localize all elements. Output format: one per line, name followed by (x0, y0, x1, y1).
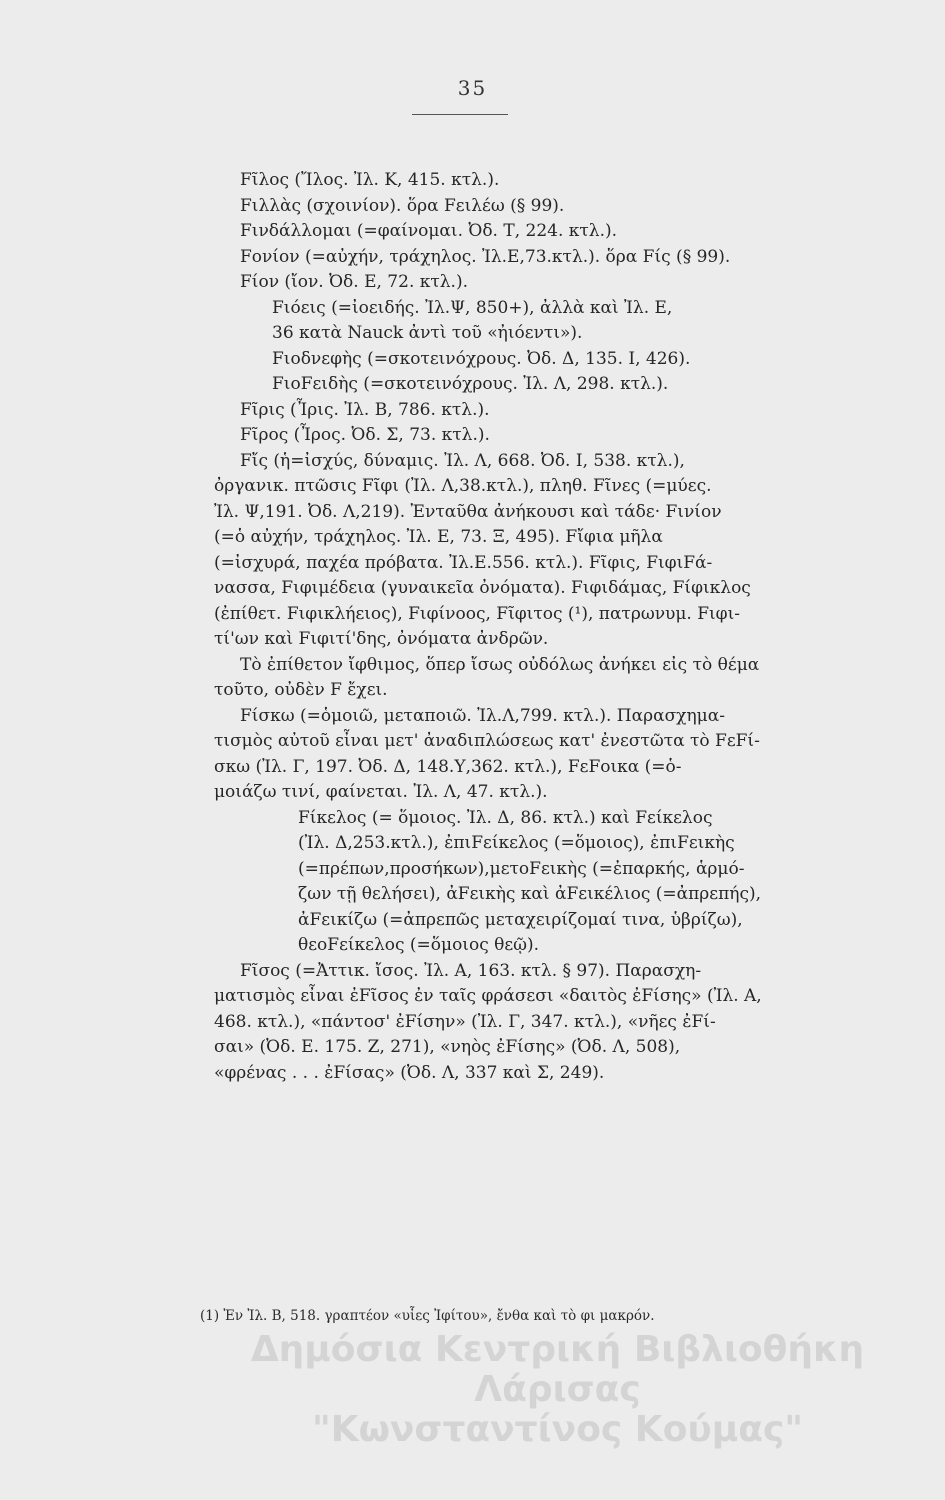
text-line: Fῖρος (Ἶρος. Ὀδ. Σ, 73. κτλ.). (240, 425, 490, 445)
text-line: ἀFεικίζω (=ἀπρεπῶς μεταχειρίζομαί τινα, ὑβρίζω), (298, 909, 743, 930)
text-line: νασσα, Fιφιμέδεια (γυναικεῖα ὀνόματα). Fιφιδάμας, Fίφικλος (214, 578, 751, 598)
text-line: σαι» (Ὀδ. Ε. 175. Ζ, 271), «νηὸς ἐFίσης» (Ὀδ. Λ, 508), (214, 1037, 681, 1057)
text-line: Fἴς (ἡ=ἰσχύς, δύναμις. Ἰλ. Λ, 668. Ὀδ. Ι, 538. κτλ.), (240, 450, 685, 471)
text-line: Fῖλος (Ἴλος. Ἰλ. Κ, 415. κτλ.). (240, 170, 500, 190)
text-line: FιοFειδὴς (=σκοτεινόχρους. Ἰλ. Λ, 298. κτλ.). (272, 374, 669, 394)
text-line: τοῦτο, οὐδὲν F ἔχει. (214, 680, 388, 700)
header-rule (412, 114, 508, 115)
text-line: Fινδάλλομαι (=φαίνομαι. Ὀδ. Τ, 224. κτλ.). (240, 221, 618, 241)
text-line: μοιάζω τινί, φαίνεται. Ἰλ. Λ, 47. κτλ.). (214, 782, 548, 802)
text-line: Fιλλὰς (σχοινίον). ὅρα Fειλέω (§ 99). (240, 195, 565, 216)
text-line: ματισμὸς εἶναι ἐFῖσος ἐν ταῖς φράσεσι «δαιτὸς ἐFίσης» (Ἰλ. Α, (214, 986, 762, 1006)
text-line: 36 κατὰ Nauck ἀντὶ τοῦ «ἠιόεντι»). (272, 323, 583, 343)
text-line: «φρένας . . . ἐFίσας» (Ὀδ. Λ, 337 καὶ Σ, 249). (214, 1062, 605, 1083)
watermark-line: "Κωνσταντίνος Κούμας" (311, 1409, 804, 1450)
text-line: ὀργανικ. πτῶσις Fῖφι (Ἰλ. Λ,38.κτλ.), πληθ. Fῖνες (=μύες. (214, 476, 712, 496)
text-line: τί'ων καὶ Fιφιτί'δης, ὀνόματα ἀνδρῶν. (214, 629, 549, 649)
text-line: (ἐπίθετ. Fιφικλήειος), Fιφίνοος, Fῖφιτος (¹), πατρωνυμ. Fιφι- (214, 603, 740, 624)
text-line: Fιοδνεφὴς (=σκοτεινόχρους. Ὀδ. Δ, 135. Ι, 426). (272, 348, 691, 369)
page-number: 35 (457, 76, 488, 100)
body-text (214, 168, 774, 1086)
text-line: (=ὁ αὐχήν, τράχηλος. Ἰλ. Ε, 73. Ξ, 495). Fἴφια μῆλα (214, 527, 663, 547)
library-watermark (0, 1330, 945, 1450)
text-line: Fιόεις (=ἰοειδής. Ἰλ.Ψ, 850+), ἀλλὰ καὶ Ἰλ. Ε, (272, 297, 673, 318)
text-line: Fίκελος (= ὅμοιος. Ἰλ. Δ, 86. κτλ.) καὶ Fείκελος (298, 807, 713, 828)
footnote: (1) Ἐν Ἰλ. Β, 518. γραπτέον «υἷες Ἰφίτου», ἔνθα καὶ τὸ φι μακρόν. (200, 1308, 655, 1324)
text-line: Ἰλ. Ψ,191. Ὀδ. Λ,219). Ἐνταῦθα ἀνήκουσι καὶ τάδε· Fινίον (214, 501, 722, 522)
text-line: ζων τῇ θελήσει), ἀFεικὴς καὶ ἀFεικέλιος (=ἀπρεπής), (298, 884, 762, 904)
text-line: (=ἰσχυρά, παχέα πρόβατα. Ἰλ.Ε.556. κτλ.). Fῖφις, FιφιFά- (214, 552, 713, 573)
text-line: τισμὸς αὐτοῦ εἶναι μετ' ἀναδιπλώσεως κατ' ἐνεστῶτα τὸ FεFί- (214, 731, 760, 751)
text-line: Fῖσος (=Ἀττικ. ἴσος. Ἰλ. Α, 163. κτλ. § 97). Παρασχη- (240, 960, 702, 981)
text-line: σκω (Ἰλ. Γ, 197. Ὀδ. Δ, 148.Υ,362. κτλ.), FεFοικα (=ὁ- (214, 756, 682, 777)
text-line: θεοFείκελος (=ὅμοιος θεῷ). (298, 935, 540, 955)
text-line: (Ἰλ. Δ,253.κτλ.), ἐπιFείκελος (=ὅμοιος), ἐπιFεικὴς (298, 833, 735, 853)
watermark-line: Δημόσια Κεντρική Βιβλιοθήκη Λάρισας (250, 1329, 865, 1410)
text-line: Τὸ ἐπίθετον ἴφθιμος, ὅπερ ἴσως οὐδόλως ἀνήκει εἰς τὸ θέμα (240, 654, 760, 675)
text-line: Fίσκω (=ὁμοιῶ, μεταποιῶ. Ἰλ.Λ,799. κτλ.). Παρασχημα- (240, 705, 725, 726)
text-line: Fονίον (=αὐχήν, τράχηλος. Ἰλ.Ε,73.κτλ.). ὅρα Fίς (§ 99). (240, 246, 731, 267)
text-line: Fῖρις (Ἶρις. Ἰλ. Β, 786. κτλ.). (240, 399, 490, 420)
text-line: Fίον (ἴον. Ὀδ. Ε, 72. κτλ.). (240, 272, 468, 292)
text-line: 468. κτλ.), «πάντοσ' ἐFίσην» (Ἰλ. Γ, 347. κτλ.), «νῆες ἐFί- (214, 1011, 716, 1032)
text-line: (=πρέπων,προσήκων),μετοFεικὴς (=ἐπαρκής, ἁρμό- (298, 858, 745, 879)
